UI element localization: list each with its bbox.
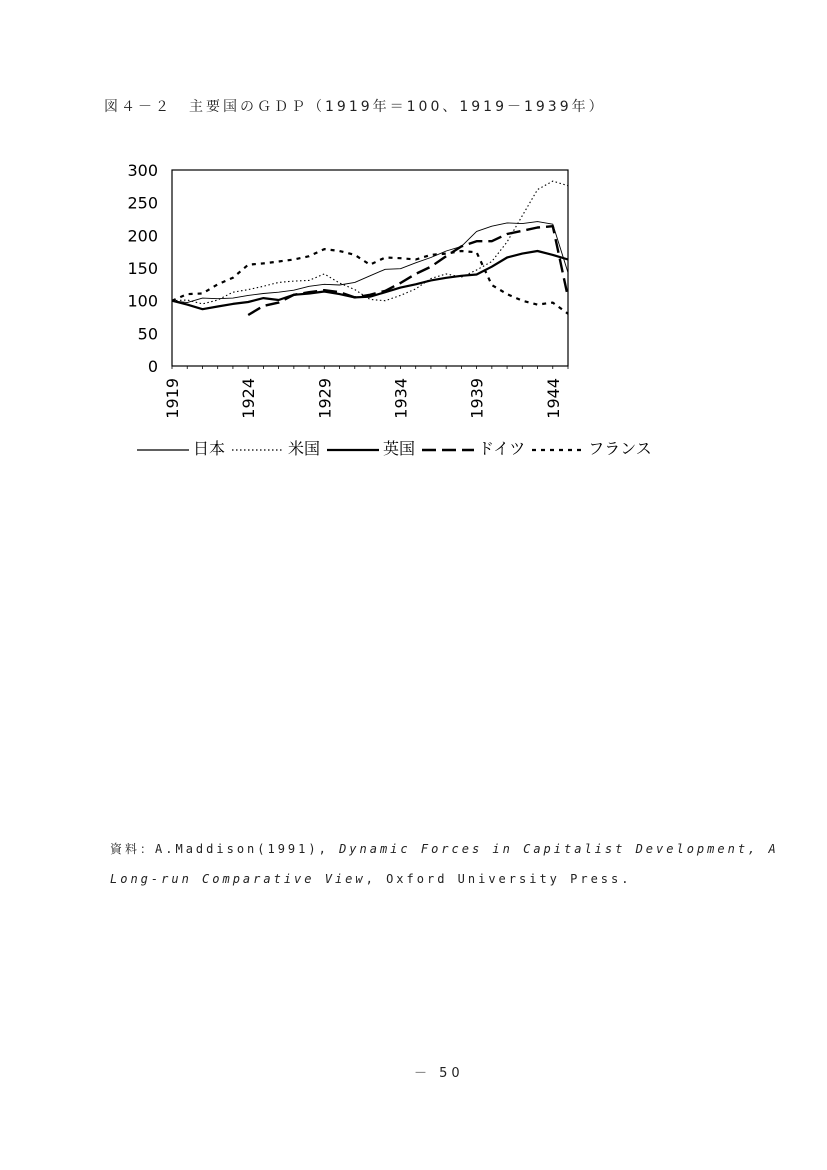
chart-axes	[172, 170, 568, 369]
plot-frame	[172, 170, 568, 366]
x-tick-label: 1929	[315, 378, 335, 419]
source-title: Dynamic Forces in Capitalist Development, A Long-run Comparative View	[110, 842, 779, 886]
source-author: A.Maddison(1991),	[155, 842, 340, 856]
legend-label: フランス	[588, 439, 652, 458]
legend-label: 日本	[193, 439, 226, 458]
y-tick-label: 250	[127, 193, 158, 213]
page-number: － 50	[414, 1066, 464, 1081]
source-note	[110, 834, 800, 894]
x-tick-label: 1919	[163, 378, 182, 419]
y-tick-label: 0	[147, 357, 158, 376]
legend-swatch	[231, 441, 285, 455]
legend-label: 米国	[288, 439, 321, 458]
y-tick-label: 150	[127, 259, 158, 278]
x-tick-label: 1939	[467, 378, 487, 419]
x-tick-label: 1924	[239, 378, 259, 419]
figure-caption: 図４－２ 主要国のＧＤＰ（1919年＝100、1919－1939年）	[104, 99, 606, 115]
legend-swatch	[326, 441, 380, 455]
y-tick-label: 100	[127, 291, 158, 311]
gdp-line-chart	[110, 155, 590, 435]
legend-label: ドイツ	[478, 439, 526, 458]
chart-legend	[136, 436, 658, 459]
x-tick-label: 1944	[543, 378, 563, 419]
series-line-1	[172, 181, 568, 304]
series-line-2	[172, 251, 568, 309]
legend-item	[231, 436, 322, 459]
y-tick-label: 50	[137, 324, 158, 344]
legend-item	[531, 436, 654, 459]
y-tick-label: 300	[127, 161, 158, 180]
legend-swatch	[136, 441, 190, 455]
chart-tick-labels	[127, 161, 562, 419]
legend-label: 英国	[383, 439, 416, 458]
legend-item	[326, 436, 417, 459]
legend-swatch	[531, 441, 585, 455]
legend-swatch	[421, 441, 475, 455]
legend-item	[136, 436, 227, 459]
x-tick-label: 1934	[391, 378, 411, 419]
source-publisher: , Oxford University Press.	[365, 872, 632, 886]
chart-series-layer	[172, 181, 568, 315]
source-label: 資料：	[110, 842, 156, 856]
series-line-3	[248, 226, 568, 315]
legend-item	[421, 436, 527, 459]
y-tick-label: 200	[127, 226, 158, 246]
